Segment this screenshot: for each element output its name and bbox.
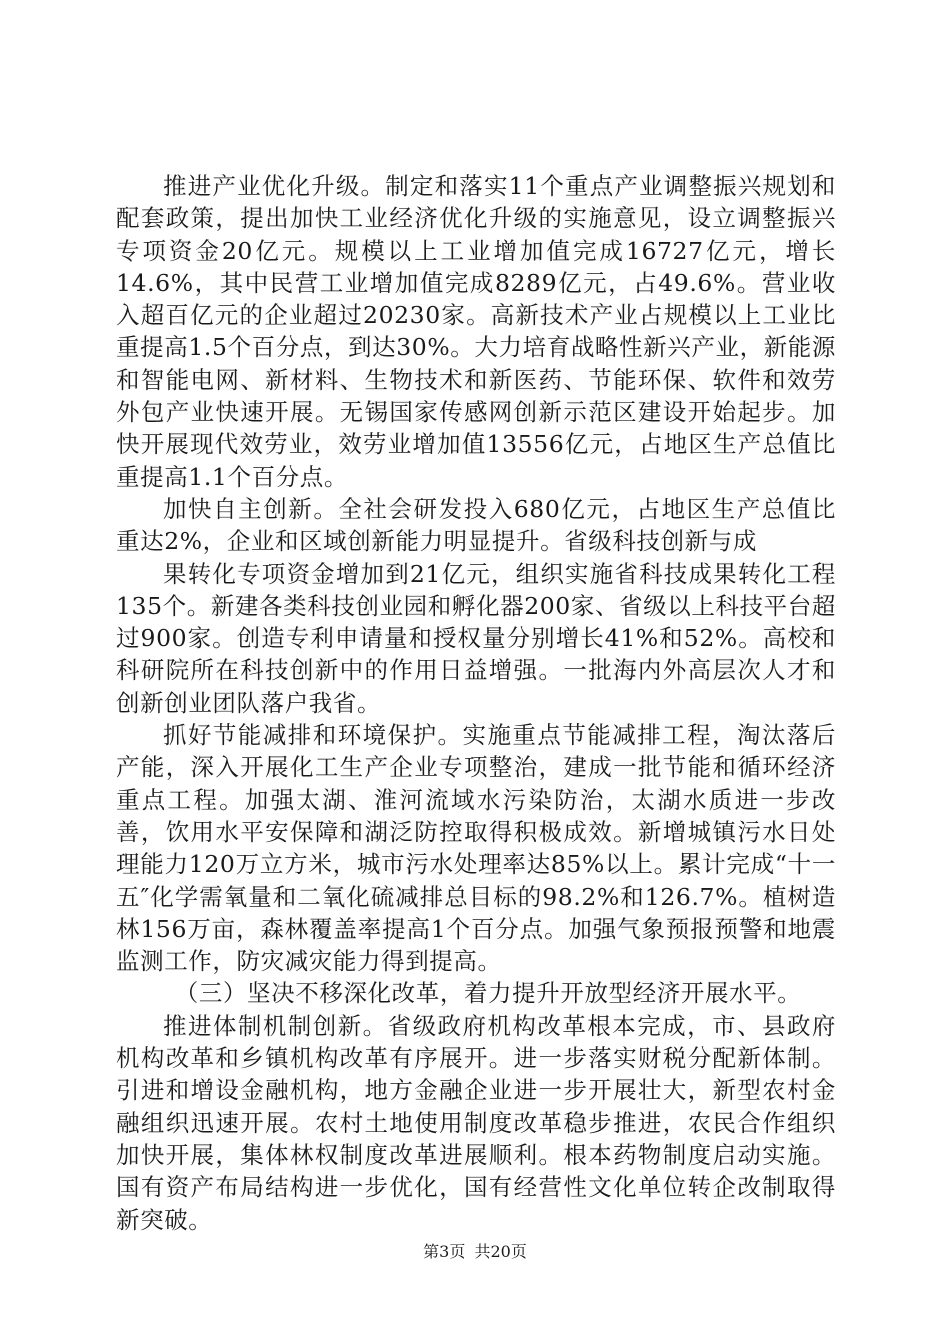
page-footer xyxy=(0,1242,950,1262)
paragraph-energy-environment: 抓好节能减排和环境保护。实施重点节能减排工程，淘汰落后产能，深入开展化工生产企业专项整治，建成一批节能和循环经济重点工程。加强太湖、淮河流域水污染防治，太湖水质进一步改善，饮用水平安保障和湖泛防控取得积极成效。新增城镇污水日处理能力120万立方米，城市污水处理率达85%以上。累计完成“十一五″化学需氧量和二氧化硫减排总目标的98.2%和126.7%。植树造林156万亩，森林覆盖率提高1个百分点。加强气象预报预警和地震监测工作，防灾减灾能力得到提高。 xyxy=(116,721,836,976)
document-body xyxy=(116,170,836,1236)
paragraph-institution-reform: 推进体制机制创新。省级政府机构改革根本完成，市、县政府机构改革和乡镇机构改革有序展开。进一步落实财税分配新体制。引进和增设金融机构，地方金融企业进一步开展壮大，新型农村金融组织迅速开展。农村土地使用制度改革稳步推进，农民合作组织加快开展，集体林权制度改革进展顺利。根本药物制度启动实施。国有资产布局结构进一步优化，国有经营性文化单位转企改制取得新突破。 xyxy=(116,1011,836,1234)
paragraph-industry-upgrade: 推进产业优化升级。制定和落实11个重点产业调整振兴规划和配套政策，提出加快工业经济优化升级的实施意见，设立调整振兴专项资金20亿元。规模以上工业增加值完成16727亿元，增长14.6%，其中民营工业增加值完成8289亿元，占49.6%。营业收入超百亿元的企业超过20230家。高新技术产业占规模以上工业比重提高1.5个百分点，到达30%。大力培育战略性新兴产业，新能源和智能电网、新材料、生物技术和新医药、节能环保、软件和效劳外包产业快速开展。无锡国家传感网创新示范区建设开始起步。加快开展现代效劳业，效劳业增加值13556亿元，占地区生产总值比重提高1.1个百分点。 xyxy=(116,172,836,491)
page-total: 共20页 xyxy=(474,1242,527,1261)
page-number: 第3页 xyxy=(423,1242,466,1261)
paragraph-innovation-continued: 果转化专项资金增加到21亿元，组织实施省科技成果转化工程135个。新建各类科技创业园和孵化器200家、省级以上科技平台超过900家。创造专利申请量和授权量分别增长41%和52%。高校和科研院所在科技创新中的作用日益增强。一批海内外高层次人才和创新创业团队落户我省。 xyxy=(116,559,836,717)
paragraph-innovation: 加快自主创新。全社会研发投入680亿元，占地区生产总值比重达2%，企业和区域创新能力明显提升。省级科技创新与成 xyxy=(116,494,836,556)
section-heading-three: （三）坚决不移深化改革，着力提升开放型经济开展水平。 xyxy=(174,979,802,1008)
